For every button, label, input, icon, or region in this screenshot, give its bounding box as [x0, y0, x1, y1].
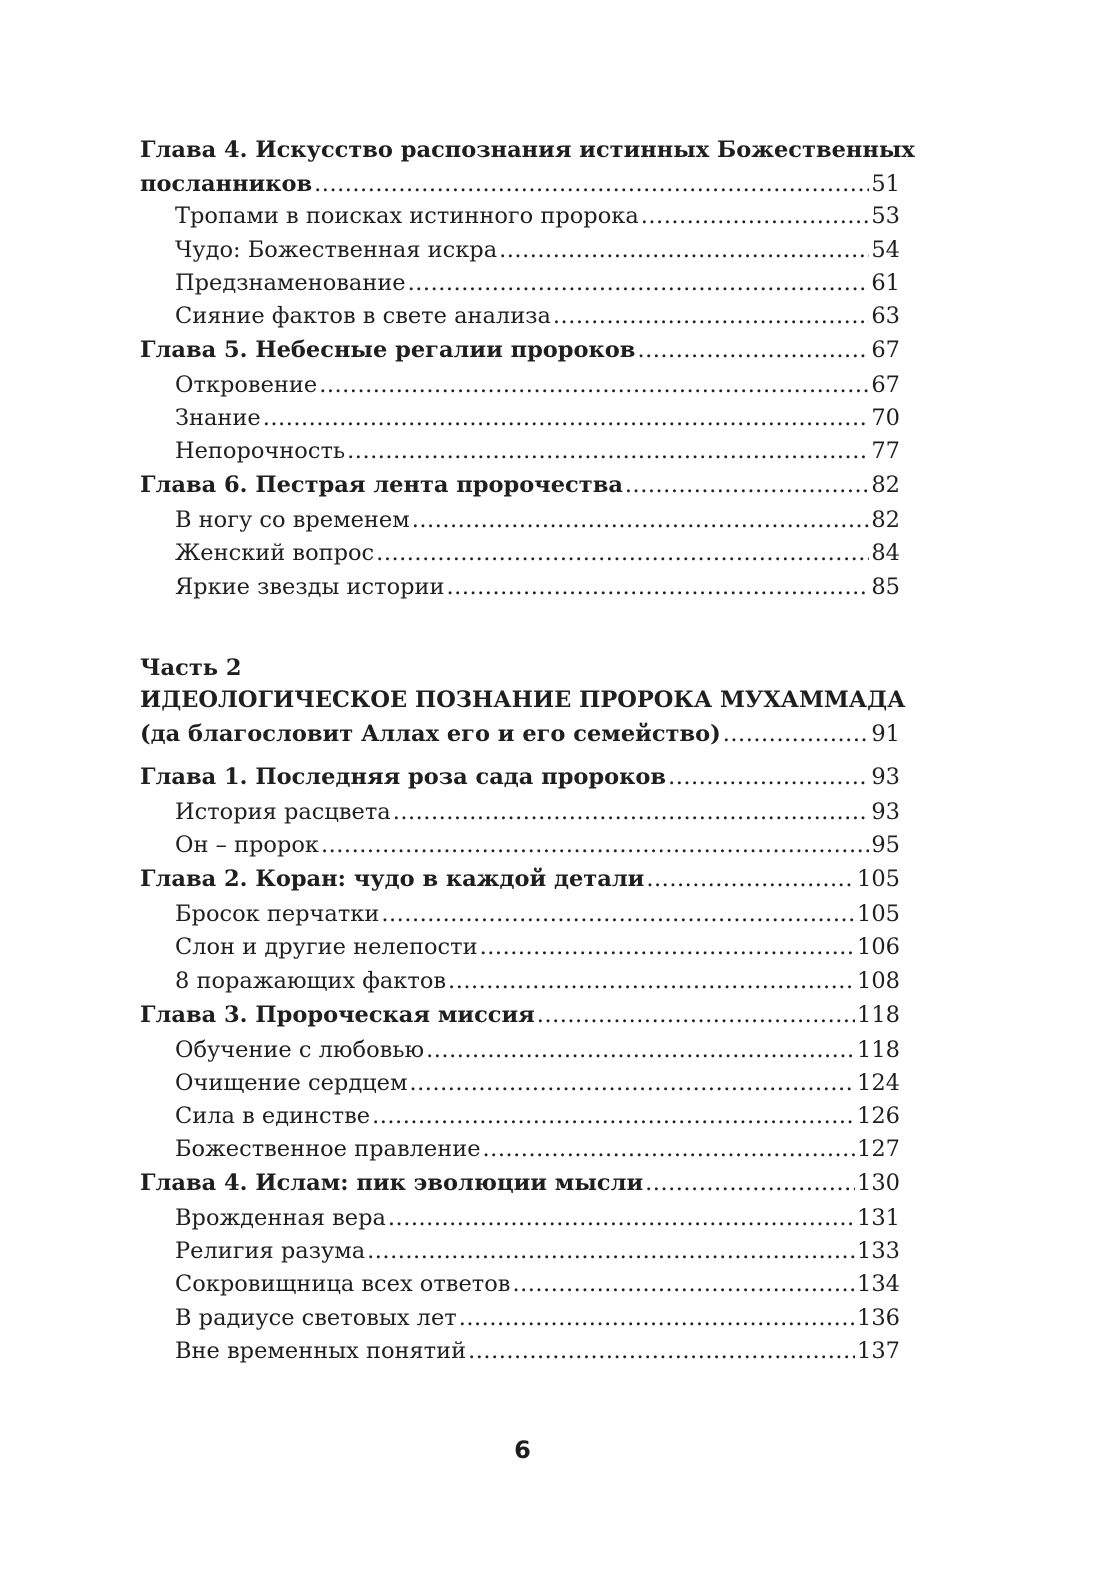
dot-leader: [459, 1302, 855, 1335]
toc-entry[interactable]: [140, 402, 900, 435]
toc-page-number: 130: [857, 1170, 900, 1197]
toc-page-number: 126: [857, 1102, 900, 1129]
toc-entry-title: Сила в единстве: [175, 1102, 371, 1129]
toc-chapter-entry[interactable]: [140, 167, 900, 200]
dot-leader: [408, 267, 870, 300]
toc-entry-title: Обучение с любовью: [175, 1036, 425, 1063]
toc-entry-title: В радиусе световых лет: [175, 1304, 457, 1331]
toc-entry[interactable]: [140, 200, 900, 233]
toc-page-number: 93: [871, 764, 900, 791]
toc-page-number: 82: [871, 472, 900, 499]
toc-page-number: 105: [857, 901, 900, 928]
toc-entry-title: Глава 2. Коран: чудо в каждой детали: [140, 866, 645, 893]
toc-page-number: 134: [857, 1271, 900, 1298]
dot-leader: [393, 796, 870, 829]
toc-page-number: 95: [871, 832, 900, 859]
toc-page-number: 133: [857, 1238, 900, 1265]
dot-leader: [409, 1067, 855, 1100]
toc-page-number: 137: [857, 1337, 900, 1364]
toc-entry-title: Чудо: Божественная искра: [175, 236, 498, 263]
dot-leader: [668, 760, 869, 796]
toc-chapter-entry[interactable]: [140, 760, 900, 796]
dot-leader: [372, 1100, 855, 1133]
dot-leader: [499, 234, 869, 267]
toc-chapter-entry[interactable]: [140, 862, 900, 898]
toc-entry-title: Откровение: [175, 371, 318, 398]
toc-entry-title: Глава 4. Ислам: пик эволюции мысли: [140, 1170, 644, 1197]
toc-entry-title: Глава 1. Последняя роза сада пророков: [140, 764, 667, 791]
toc-entry-title: Глава 3. Пророческая миссия: [140, 1001, 535, 1028]
dot-leader: [723, 717, 870, 753]
toc-entry[interactable]: [140, 1100, 900, 1133]
toc-entry-title: Знание: [175, 405, 261, 432]
toc-entry[interactable]: [140, 300, 900, 333]
toc-page-number: 77: [871, 438, 900, 465]
toc-entry-title: История расцвета: [175, 799, 391, 826]
toc-page-number: 118: [857, 1036, 900, 1063]
dot-leader: [376, 537, 869, 570]
toc-entry[interactable]: [140, 829, 900, 862]
toc-entry[interactable]: [140, 234, 900, 267]
dot-leader: [537, 998, 855, 1034]
toc-entry[interactable]: [140, 369, 900, 402]
dot-leader: [468, 1335, 855, 1368]
toc-entry[interactable]: [140, 1202, 900, 1235]
toc-page-number: 127: [857, 1136, 900, 1163]
toc-entry-title: Божественное правление: [175, 1136, 481, 1163]
toc-page-number: 136: [857, 1304, 900, 1331]
toc-page-number: 51: [871, 171, 900, 198]
toc-entry-title: Глава 5. Небесные регалии пророков: [140, 337, 636, 364]
toc-entry-title: Вне временных понятий: [175, 1337, 467, 1364]
toc-entry-title: Слон и другие нелепости: [175, 934, 478, 961]
toc-entry[interactable]: [140, 267, 900, 300]
toc-page-number: 106: [857, 934, 900, 961]
toc-entry[interactable]: [140, 1133, 900, 1166]
toc-entry[interactable]: [140, 796, 900, 829]
toc-page-number: 91: [871, 721, 900, 748]
toc-entry[interactable]: [140, 1335, 900, 1368]
dot-leader: [314, 167, 869, 203]
toc-entry-title: Глава 6. Пестрая лента пророчества: [140, 472, 623, 499]
table-of-contents: [140, 134, 915, 1368]
toc-chapter-entry[interactable]: [140, 333, 900, 369]
toc-page-number: 61: [871, 269, 900, 296]
dot-leader: [412, 504, 870, 537]
toc-entry[interactable]: [140, 1302, 900, 1335]
dot-leader: [448, 965, 855, 998]
toc-page-number: 54: [871, 236, 900, 263]
dot-leader: [388, 1202, 855, 1235]
toc-entry[interactable]: [140, 965, 900, 998]
toc-page-number: 105: [857, 866, 900, 893]
toc-chapter-title: Глава 4. Искусство распознания истинных Божественных: [140, 137, 915, 163]
toc-page-number: 82: [871, 507, 900, 534]
toc-chapter-entry[interactable]: [140, 998, 900, 1034]
toc-chapter-entry[interactable]: [140, 468, 900, 504]
toc-entry-title: Врожденная вера: [175, 1205, 386, 1232]
toc-entry-title: В ногу со временем: [175, 507, 410, 534]
toc-page-number: 84: [871, 540, 900, 567]
toc-entry[interactable]: [140, 435, 900, 468]
part-label: Часть 2: [140, 654, 242, 681]
dot-leader: [263, 402, 870, 435]
toc-entry[interactable]: [140, 537, 900, 570]
toc-page-number: 118: [857, 1001, 900, 1028]
dot-leader: [625, 468, 869, 504]
toc-page-number: 67: [871, 371, 900, 398]
toc-page-number: 108: [857, 967, 900, 994]
toc-page-number: 67: [871, 337, 900, 364]
dot-leader: [553, 300, 869, 333]
toc-page-number: 131: [857, 1205, 900, 1232]
dot-leader: [319, 369, 869, 402]
dot-leader: [347, 435, 869, 468]
dot-leader: [483, 1133, 856, 1166]
toc-entry[interactable]: [140, 1268, 900, 1301]
toc-entry[interactable]: [140, 1235, 900, 1268]
toc-entry-title: Яркие звезды истории: [175, 573, 445, 600]
toc-entry-title: Бросок перчатки: [175, 901, 380, 928]
toc-entry-title: Религия разума: [175, 1238, 366, 1265]
dot-leader: [637, 333, 869, 369]
toc-entry[interactable]: [140, 571, 900, 604]
dot-leader: [641, 200, 870, 233]
toc-entry[interactable]: [140, 898, 900, 931]
dot-leader: [381, 898, 855, 931]
toc-entry-title: Женский вопрос: [175, 540, 375, 567]
dot-leader: [447, 571, 870, 604]
dot-leader: [645, 1166, 855, 1202]
dot-leader: [480, 931, 855, 964]
page-number: 6: [514, 1436, 531, 1464]
toc-entry[interactable]: [140, 504, 900, 537]
dot-leader: [512, 1268, 855, 1301]
toc-entry[interactable]: [140, 1067, 900, 1100]
toc-entry-title: Сокровищница всех ответов: [175, 1271, 511, 1298]
toc-entry-title: Он – пророк: [175, 832, 319, 859]
toc-entry[interactable]: [140, 1034, 900, 1067]
toc-page-number: 53: [871, 203, 900, 230]
toc-entry-title: Сияние фактов в свете анализа: [175, 302, 551, 329]
toc-page-number: 124: [857, 1069, 900, 1096]
toc-page-number: 63: [871, 302, 900, 329]
toc-page-number: 93: [871, 799, 900, 826]
part-title: ИДЕОЛОГИЧЕСКОЕ ПОЗНАНИЕ ПРОРОКА МУХАММАДА: [140, 686, 906, 713]
toc-entry[interactable]: [140, 931, 900, 964]
toc-entry-title: посланников: [140, 171, 313, 198]
toc-entry-title: Тропами в поисках истинного пророка: [175, 203, 639, 230]
toc-entry-title: 8 поражающих фактов: [175, 967, 447, 994]
toc-entry-title: (да благословит Аллах его и его семейство): [140, 721, 721, 748]
toc-page-number: 70: [871, 405, 900, 432]
dot-leader: [646, 862, 855, 898]
toc-page-number: 85: [871, 573, 900, 600]
toc-entry-title: Предзнаменование: [175, 269, 406, 296]
toc-chapter-entry[interactable]: [140, 1166, 900, 1202]
dot-leader: [321, 829, 869, 862]
toc-part-entry[interactable]: [140, 717, 900, 750]
dot-leader: [426, 1034, 855, 1067]
toc-entry-title: Очищение сердцем: [175, 1069, 408, 1096]
toc-entry-title: Непорочность: [175, 438, 346, 465]
dot-leader: [367, 1235, 855, 1268]
section-spacer: [140, 604, 900, 653]
